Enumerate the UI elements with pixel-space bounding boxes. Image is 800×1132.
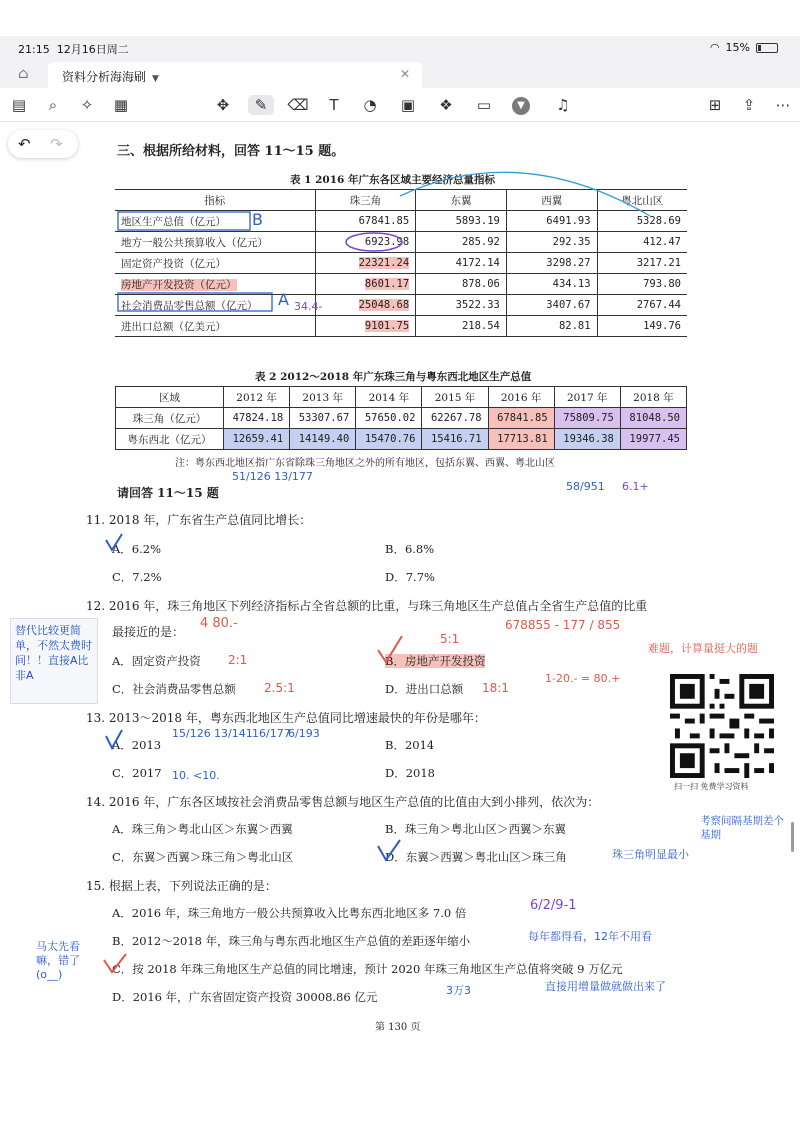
- elements-icon[interactable]: ❖: [439, 96, 453, 114]
- table2-header-row: [116, 387, 687, 408]
- question-prompt: 请回答 11～15 题: [117, 486, 219, 500]
- annotation-q11-estimate: 6.1+: [622, 480, 649, 493]
- option-a[interactable]: A．2016 年，珠三角地方一般公共预算收入比粤东西北地区多 7.0 倍: [112, 906, 467, 920]
- qr-code: [670, 674, 774, 778]
- document-tab[interactable]: [48, 62, 422, 88]
- table2-cell: 53307.67: [290, 408, 356, 429]
- table2-row-label: 珠三角（亿元）: [116, 408, 224, 429]
- table1: [115, 189, 687, 337]
- table2-header: 2016 年: [488, 387, 554, 408]
- table1-cell: 434.13: [506, 274, 597, 295]
- page-number: 第 130 页: [375, 1022, 421, 1033]
- table1-cell: 67841.85: [315, 211, 416, 232]
- table1-cell: [315, 295, 416, 316]
- table1-cell: 149.76: [597, 316, 687, 337]
- option-a[interactable]: A．固定资产投资: [112, 654, 201, 668]
- annotation-q14-note-2: 珠三角明显最小: [612, 848, 689, 861]
- status-bar: [0, 36, 800, 60]
- question-number: 14.: [86, 795, 106, 809]
- table1-cell: 82.81: [506, 316, 597, 337]
- document-icon[interactable]: ▦: [113, 96, 129, 114]
- sticky-note-icon[interactable]: ▭: [476, 96, 492, 114]
- annotation-table2-fracs: 51/126 13/177: [232, 470, 313, 483]
- option-c[interactable]: C．按 2018 年珠三角地区生产总值的同比增速，预计 2020 年珠三角地区生产总值将突破 9 万亿元: [112, 962, 623, 976]
- table1-cell: 878.06: [416, 274, 507, 295]
- table2-header: 2015 年: [422, 387, 488, 408]
- highlighted-value: 22321.24: [358, 257, 410, 269]
- table1-cell: 3298.27: [506, 253, 597, 274]
- table-row: [116, 408, 687, 429]
- home-icon[interactable]: ⌂: [18, 66, 29, 82]
- table1-cell: 218.54: [416, 316, 507, 337]
- chevron-down-icon[interactable]: ▼: [152, 74, 159, 84]
- table1-cell: 285.92: [416, 232, 507, 253]
- table2-cell: 19346.38: [554, 429, 620, 450]
- shapes-icon[interactable]: ◔: [363, 96, 377, 114]
- more-options-icon[interactable]: ⋯: [775, 96, 791, 114]
- battery-text: 15%: [725, 41, 750, 54]
- annotation-q15-c-calc: 3万3: [446, 984, 471, 997]
- table-row: [115, 274, 687, 295]
- option-b[interactable]: [385, 653, 485, 669]
- image-icon[interactable]: ▣: [400, 96, 416, 114]
- table1-header: 西翼: [506, 190, 597, 211]
- question-text: 2016 年，广东各区域按社会消费品零售总额与地区生产总值的比值由大到小排列，依次为：: [108, 795, 600, 809]
- annotation-hard-question: 难题，计算量挺大的题: [648, 642, 758, 655]
- table1-cell: [315, 253, 416, 274]
- table1-row-label: 社会消费品零售总额（亿元）: [115, 295, 315, 316]
- highlighted-value: 8601.17: [364, 278, 410, 290]
- table2-cell: 17713.81: [488, 429, 554, 450]
- option-b[interactable]: B．2012～2018 年，珠三角与粤东西北地区生产总值的差距逐年缩小: [112, 934, 471, 948]
- option-a[interactable]: A．2013: [112, 738, 162, 752]
- annotation-table-a: A: [278, 290, 289, 309]
- annotation-q12-ratio-d: 18:1: [482, 681, 509, 695]
- option-b[interactable]: B．6.8%: [385, 542, 435, 556]
- more-tools-icon[interactable]: ▼: [512, 97, 530, 115]
- annotation-q15-sidenote: 马太先看嘛，错了(o__): [36, 940, 80, 981]
- annotation-table-a-note: 34.4-: [294, 300, 323, 313]
- option-b[interactable]: B．2014: [385, 738, 435, 752]
- qr-caption: 扫一扫 免费学习资料: [674, 782, 749, 791]
- close-icon[interactable]: ✕: [399, 67, 410, 81]
- question-number: 12.: [86, 599, 106, 613]
- table1-header-row: [115, 190, 687, 211]
- table2-cell: 81048.50: [620, 408, 686, 429]
- table-row: [115, 316, 687, 337]
- table1-header: 指标: [115, 190, 315, 211]
- annotation-q12-sidenote: 替代比较更简单，不然太费时间！！直接A比非A: [10, 618, 98, 704]
- undo-icon[interactable]: ↶: [18, 135, 31, 153]
- table2-cell: 62267.78: [422, 408, 488, 429]
- battery-icon: [756, 43, 778, 53]
- option-a[interactable]: A．6.2%: [112, 542, 162, 556]
- table1-caption: 表 1 2016 年广东各区域主要经济总量指标: [290, 174, 495, 186]
- option-d[interactable]: D．2016 年，广东省固定资产投资 30008.86 亿元: [112, 990, 378, 1004]
- annotation-q13-frac: 15/126: [172, 727, 211, 740]
- table2: [115, 386, 687, 450]
- table1-cell: 292.35: [506, 232, 597, 253]
- table1-cell: 3217.21: [597, 253, 687, 274]
- table1-row-label: 固定资产投资（亿元）: [115, 253, 315, 274]
- question-12: [86, 597, 647, 614]
- annotation-q12-ratio-a: 2:1: [228, 653, 248, 667]
- question-text-cont: 最接近的是：: [112, 625, 185, 639]
- table1-row-label: 地方一般公共预算收入（亿元）: [115, 232, 315, 253]
- annotation-q13-note: 10. <10.: [172, 769, 220, 782]
- question-number: 15.: [86, 879, 106, 893]
- question-11: [86, 511, 311, 528]
- table1-row-label: 地区生产总值（亿元）: [115, 211, 315, 232]
- undo-redo-group: [8, 130, 78, 158]
- annotation-q13-frac: 13/141: [214, 727, 253, 740]
- table2-cell: 12659.41: [224, 429, 290, 450]
- question-text: 2018 年，广东省生产总值同比增长：: [108, 513, 312, 527]
- table1-cell: 793.80: [597, 274, 687, 295]
- search-icon[interactable]: ⌕: [48, 96, 58, 114]
- annotation-q15-a-calc: 6/2/9-1: [530, 898, 577, 913]
- highlighted-label: 房地产开发投资（亿元）: [121, 278, 237, 291]
- annotation-q15-b-note: 每年都得看，12年不用看: [528, 930, 652, 943]
- table2-caption: 表 2 2012～2018 年广东珠三角与粤东西北地区生产总值: [255, 371, 532, 383]
- table2-header: 2014 年: [356, 387, 422, 408]
- table1-cell: 3407.67: [506, 295, 597, 316]
- table2-row-label: 粤东西北（亿元）: [116, 429, 224, 450]
- section-title: 三、根据所给材料，回答 11～15 题。: [117, 144, 345, 159]
- table1-cell: 6491.93: [506, 211, 597, 232]
- annotation-q12-estimate: 4 80.-: [200, 616, 238, 631]
- annotation-q12-fraction: 678855 - 177 / 855: [505, 618, 621, 632]
- question-text: 根据上表，下列说法正确的是：: [108, 879, 277, 893]
- table2-header: 2018 年: [620, 387, 686, 408]
- table2-cell: 19977.45: [620, 429, 686, 450]
- tab-bar: [0, 60, 800, 88]
- question-14: [86, 793, 599, 810]
- table1-row-label: 进出口总额（亿美元）: [115, 316, 315, 337]
- question-13: [86, 709, 486, 726]
- annotation-q13-frac: 16/177: [252, 727, 291, 740]
- table-row: [116, 429, 687, 450]
- table1-cell: 5893.19: [416, 211, 507, 232]
- annotation-q12-ratio-b: 5:1: [440, 632, 460, 646]
- table-row: [115, 295, 687, 316]
- status-time: 21:15 12月16日周二: [18, 43, 129, 56]
- table1-header: 粤北山区: [597, 190, 687, 211]
- annotation-q11-fraction: 58/951: [566, 480, 605, 493]
- option-d[interactable]: D．进出口总额: [385, 682, 464, 696]
- question-text: 2016 年，珠三角地区下列经济指标占全省总额的比重，与珠三角地区生产总值占全省生产总值的比重: [108, 599, 648, 613]
- table-row: [115, 253, 687, 274]
- sidebar-toggle-icon[interactable]: ▤: [11, 96, 27, 114]
- share-icon[interactable]: ⇪: [742, 96, 756, 114]
- table1-header: 珠三角: [315, 190, 416, 211]
- option-b-text: B．房地产开发投资: [385, 654, 486, 668]
- table1-cell: 5328.69: [597, 211, 687, 232]
- table1-cell: 3522.33: [416, 295, 507, 316]
- option-c[interactable]: C．东翼＞西翼＞珠三角＞粤北山区: [112, 850, 294, 864]
- table1-cell: [315, 316, 416, 337]
- table2-header: 2012 年: [224, 387, 290, 408]
- table2-cell: 15416.71: [422, 429, 488, 450]
- table2-header: 2013 年: [290, 387, 356, 408]
- option-b[interactable]: B．珠三角＞粤北山区＞西翼＞东翼: [385, 822, 566, 836]
- highlighted-value: 25048.68: [358, 299, 410, 311]
- lasso-icon[interactable]: ✥: [216, 96, 230, 114]
- option-d[interactable]: D．东翼＞西翼＞粤北山区＞珠三角: [385, 850, 567, 864]
- option-d[interactable]: D．2018: [385, 766, 435, 780]
- question-text: 2013～2018 年，粤东西北地区生产总值同比增速最快的年份是哪年：: [108, 711, 486, 725]
- status-right: [710, 41, 778, 54]
- question-number: 11.: [86, 513, 106, 527]
- option-c[interactable]: C．7.2%: [112, 570, 162, 584]
- toolbar: [0, 88, 800, 122]
- wifi-icon: ◠: [709, 41, 720, 54]
- table2-cell: 47824.18: [224, 408, 290, 429]
- eraser-icon[interactable]: ⌫: [287, 96, 309, 114]
- ai-sparkle-icon[interactable]: ✧: [80, 96, 94, 114]
- table2-cell: 75809.75: [554, 408, 620, 429]
- table-row: [115, 232, 687, 253]
- text-box-icon[interactable]: T: [329, 96, 339, 114]
- table2-cell: 57650.02: [356, 408, 422, 429]
- annotation-q14-note: 考察间隔基期差个基期: [700, 815, 784, 841]
- table1-cell: 412.47: [597, 232, 687, 253]
- table2-cell: 67841.85: [488, 408, 554, 429]
- table2-cell: 15470.76: [356, 429, 422, 450]
- table1-cell: 4172.14: [416, 253, 507, 274]
- highlighted-value: 9101.75: [364, 320, 410, 332]
- table1-cell: 2767.44: [597, 295, 687, 316]
- table1-cell: [315, 274, 416, 295]
- table2-cell: 14149.40: [290, 429, 356, 450]
- scrollbar-thumb[interactable]: [791, 822, 794, 852]
- table1-cell: 6923.98: [315, 232, 416, 253]
- pen-icon[interactable]: ✎: [248, 95, 274, 115]
- annotation-q13-frac: 6/193: [288, 727, 320, 740]
- table-row: [115, 211, 687, 232]
- option-c[interactable]: C．社会消费品零售总额: [112, 682, 236, 696]
- option-d[interactable]: D．7.7%: [385, 570, 435, 584]
- annotation-q12-ratio-c: 2.5:1: [264, 681, 295, 695]
- microphone-icon[interactable]: ♫: [556, 96, 570, 114]
- table2-header: 区域: [116, 387, 224, 408]
- annotation-q12-estimate-2: 1-20.- = 80.+: [545, 672, 621, 685]
- question-15: [86, 877, 277, 894]
- add-page-icon[interactable]: ⊞: [708, 96, 722, 114]
- option-a[interactable]: A．珠三角＞粤北山区＞东翼＞西翼: [112, 822, 293, 836]
- table2-note: 注：粤东西北地区指广东省除珠三角地区之外的所有地区，包括东翼、西翼、粤北山区: [175, 458, 555, 469]
- table1-header: 东翼: [416, 190, 507, 211]
- annotation-table-b: B: [252, 210, 263, 229]
- redo-icon[interactable]: ↷: [50, 135, 63, 153]
- option-c[interactable]: C．2017: [112, 766, 162, 780]
- document-tab-title: 资料分析海海刷: [62, 70, 147, 84]
- annotation-q15-c-note: 直接用增量做就做出来了: [545, 980, 666, 993]
- table2-header: 2017 年: [554, 387, 620, 408]
- question-number: 13.: [86, 711, 106, 725]
